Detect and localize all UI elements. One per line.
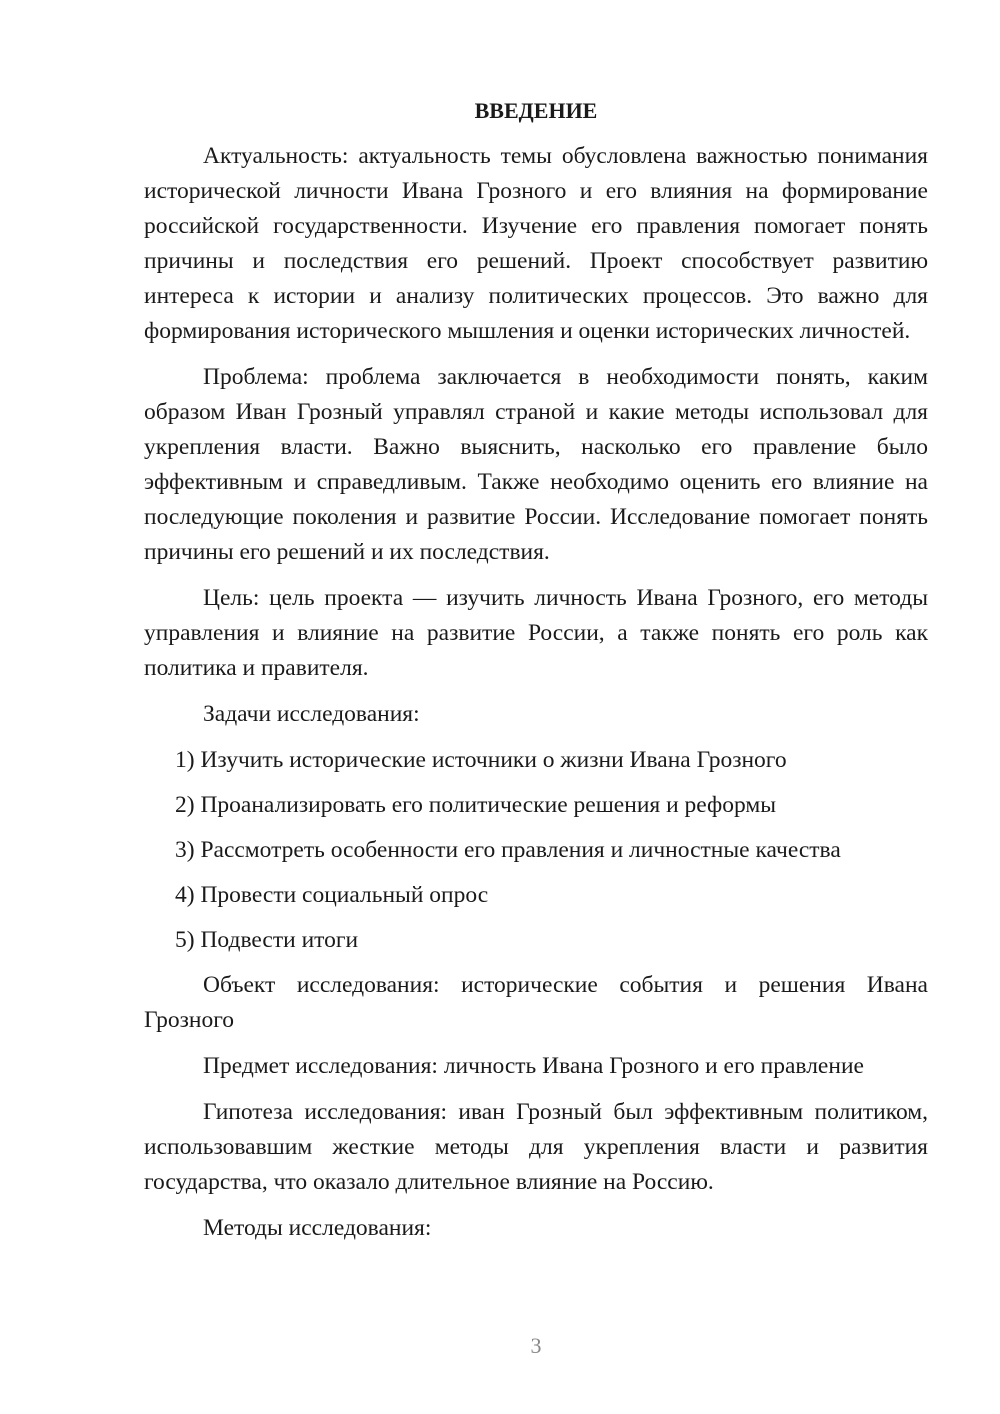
tasks-title: Задачи исследования:	[203, 701, 420, 727]
page-number: 3	[530, 1333, 542, 1358]
relevance-paragraph: Актуальность: актуальность темы обусловлена важностью понимания исторической личности Ивана Грозного и его влияния на формирование российской государственности. Изучение его правления помогает понять причины и последствия его решений. Проект способствует развитию интереса к истории и анализу политических процессов. Это важно для формирования исторического мышления и оценки исторических личностей.	[144, 143, 928, 344]
tasks-list	[144, 743, 928, 958]
document-body	[144, 96, 928, 1257]
task-item: 1) Изучить исторические источники о жизни Ивана Грозного	[175, 747, 787, 773]
task-item: 5) Подвести итоги	[175, 927, 359, 953]
goal-paragraph: Цель: цель проекта — изучить личность Ивана Грозного, его методы управления и влияние на развитие России, а также понять его роль как политика и правителя.	[144, 585, 928, 681]
problem-paragraph: Проблема: проблема заключается в необходимости понять, каким образом Иван Грозный управлял страной и какие методы использовал для укрепления власти. Важно выяснить, насколько его правление было эффективным и справедливым. Также необходимо оценить его влияние на последующие поколения и развитие России. Исследование помогает понять причины его решений и их последствия.	[144, 364, 928, 565]
hypothesis-paragraph: Гипотеза исследования: иван Грозный был эффективным политиком, использовавшим жесткие методы для укрепления власти и развития государства, что оказало длительное влияние на Россию.	[144, 1099, 928, 1195]
task-item: 3) Рассмотреть особенности его правления и личностные качества	[175, 837, 841, 863]
methods-title: Методы исследования:	[203, 1215, 432, 1241]
section-heading: ВВЕДЕНИЕ	[474, 98, 598, 123]
object-paragraph: Объект исследования: исторические события и решения Ивана Грозного	[144, 972, 928, 1033]
task-item: 4) Провести социальный опрос	[175, 882, 489, 908]
subject-paragraph: Предмет исследования: личность Ивана Грозного и его правление	[203, 1053, 864, 1079]
task-item: 2) Проанализировать его политические решения и реформы	[175, 792, 777, 818]
